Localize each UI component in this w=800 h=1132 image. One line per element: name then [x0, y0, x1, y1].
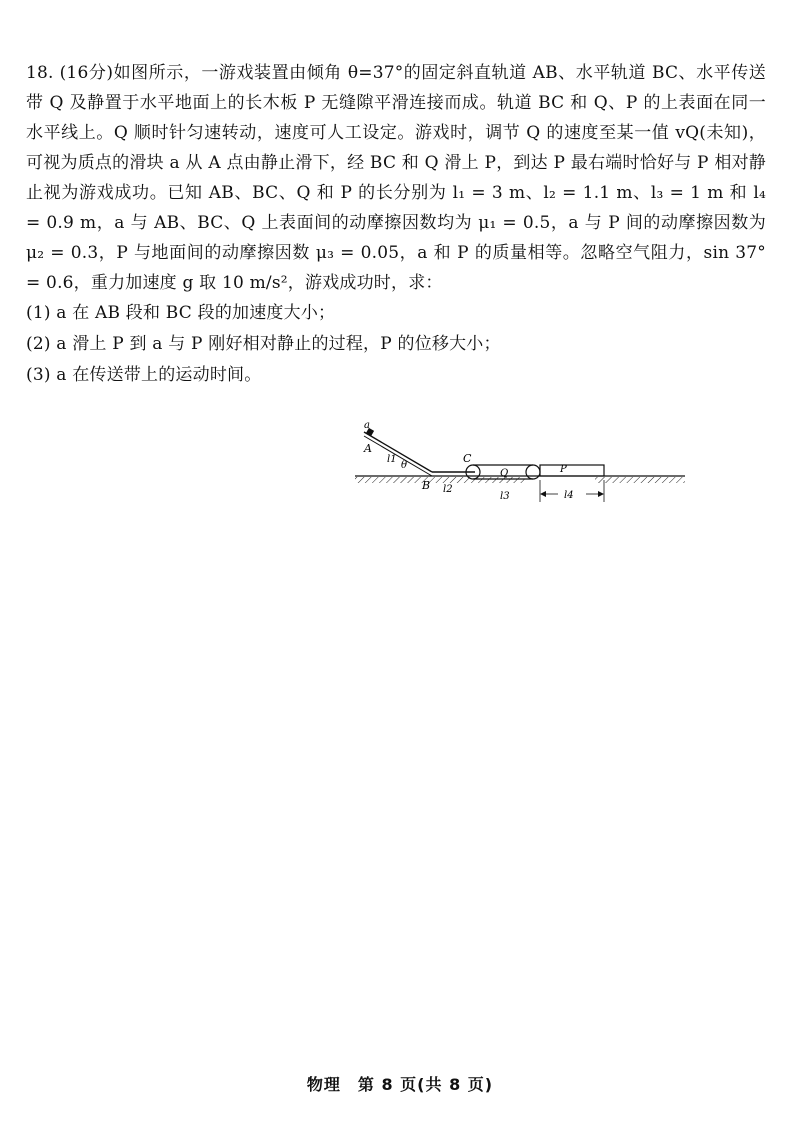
- question-1: (1) a 在 AB 段和 BC 段的加速度大小；: [26, 303, 336, 323]
- question-2: (2) a 滑上 P 到 a 与 P 刚好相对静止的过程，P 的位移大小；: [26, 334, 501, 354]
- label-l3: l3: [500, 491, 510, 502]
- problem-statement: 18. (16分)如图所示，一游戏装置由倾角 θ=37°的固定斜直轨道 AB、水平轨道 BC、水平传送带 Q 及静置于水平地面上的长木板 P 无缝隙平滑连接而成。轨道 BC 和 Q、P 的上表面在同一水平线上。Q 顺时针匀速转动，速度可人工设定。游戏时，调节 Q 的速度至某一值 vQ(未知)，可视为质点的滑块 a 从 A 点由静止滑下，经 BC 和 Q 滑上 P，到达 P 最右端时恰好与 P 相对静止视为游戏成功。已知 AB、BC、Q 和 P 的长分别为 l₁ = 3 m、l₂ = 1.1 m、l₃ = 1 m 和 l₄ = 0.9 m，a 与 AB、BC、Q 上表面间的动摩擦因数均为 μ₁ = 0.5，a 与 P 间的动摩擦因数为 μ₂ = 0.3，P 与地面间的动摩擦因数 μ₃ = 0.05，a 和 P 的质量相等。忽略空气阻力，sin 37° = 0.6，重力加速度 g 取 10 m/s²，游戏成功时，求：: [26, 63, 766, 293]
- label-Q: Q: [500, 468, 509, 479]
- label-C: C: [463, 452, 472, 465]
- problem-18: [26, 58, 766, 391]
- label-l1: l1: [387, 454, 397, 465]
- label-P: P: [560, 464, 567, 475]
- l4-arrowhead-left: [540, 491, 546, 497]
- apparatus-figure: [350, 420, 690, 512]
- label-B: B: [422, 479, 431, 492]
- belt-right-roller: [526, 465, 540, 479]
- board-P: [540, 465, 604, 476]
- label-A: A: [364, 442, 372, 455]
- label-l2: l2: [443, 484, 453, 495]
- ground-hatch-right: [595, 477, 685, 483]
- apparatus-diagram: [350, 420, 690, 512]
- incline-AB: [364, 432, 432, 472]
- question-3: (3) a 在传送带上的运动时间。: [26, 365, 262, 385]
- l4-arrowhead-right: [598, 491, 604, 497]
- page-footer: 物理 第 8 页(共 8 页): [306, 1075, 494, 1094]
- label-a: a: [364, 420, 370, 431]
- incline-AB-underside: [364, 436, 432, 476]
- label-theta: θ: [401, 460, 408, 471]
- label-l4: l4: [564, 490, 574, 501]
